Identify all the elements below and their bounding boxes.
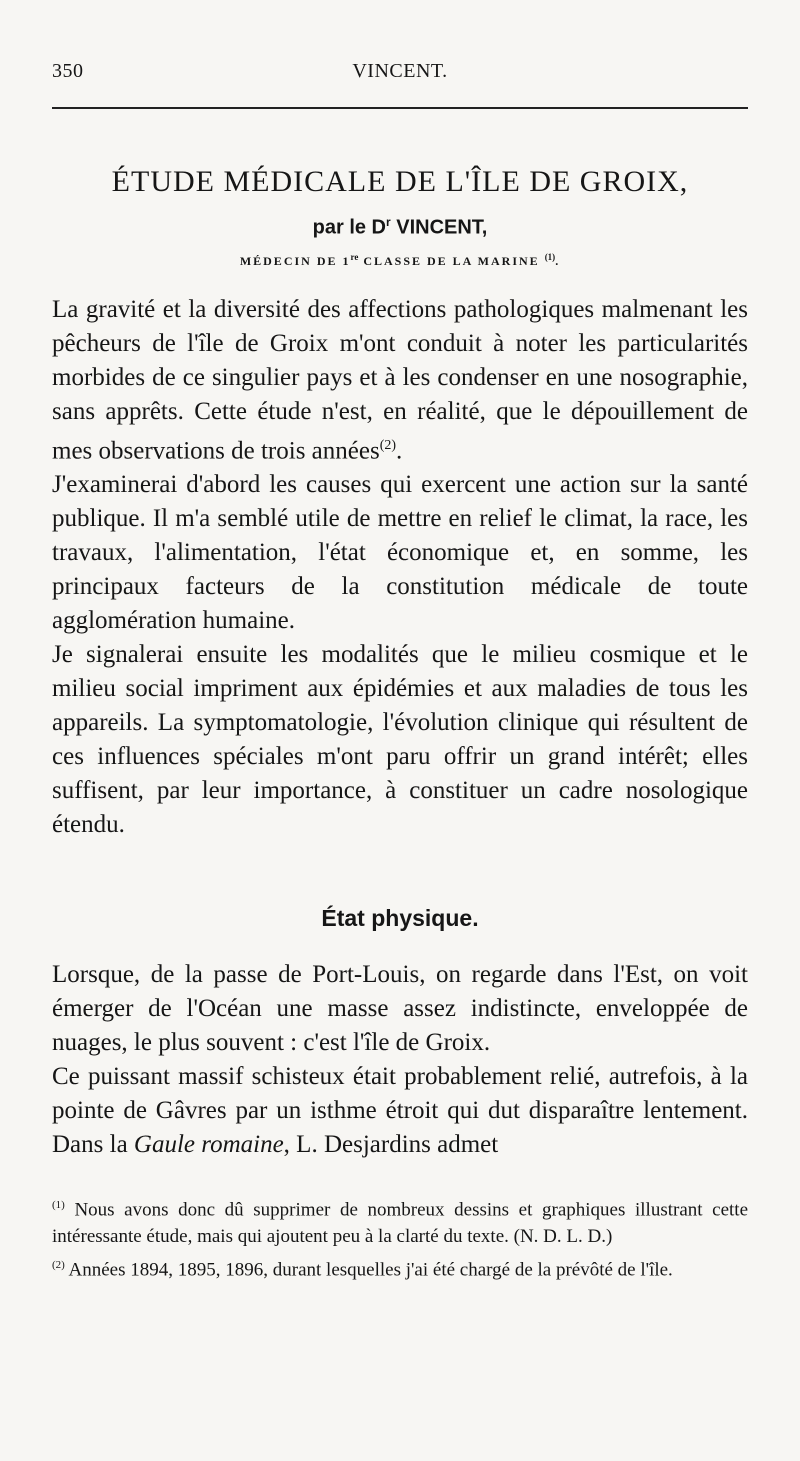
paragraph-1-text: La gravité et la diversité des affections pathologiques malmenant les pêcheurs de l'île de Groix m'ont conduit à noter les particularités morbides de ce singulier pays et à les condenser en une nosographie, sans apprêts. Cette étude n'est, en réalité, que le dépouillement de mes observations de trois années bbox=[52, 296, 748, 465]
running-title: VINCENT. bbox=[352, 60, 448, 82]
footnote-2 bbox=[52, 1252, 748, 1283]
footnote-ref-1: (1) bbox=[544, 252, 556, 262]
footnote-2-mark: (2) bbox=[52, 1259, 65, 1272]
footnote-ref-2: (2) bbox=[379, 438, 397, 453]
section-text bbox=[52, 958, 748, 1162]
section-paragraph-2 bbox=[52, 1060, 748, 1162]
article-title: ÉTUDE MÉDICALE DE L'ÎLE DE GROIX, bbox=[111, 165, 689, 198]
paragraph-3: Je signalerai ensuite les modalités que le milieu cosmique et le milieu social impriment aux épidémies et aux maladies de tous les appareils. La symptomatologie, l'évolution clinique qui résultent de ces influences spéciales m'ont paru offrir un grand intérêt; elles suffisent, par leur importance, à constituer un cadre nosologique étendu. bbox=[52, 641, 748, 839]
paragraph-2: J'examinerai d'abord les causes qui exercent une action sur la santé publique. Il m'a semblé utile de mettre en relief le climat, la race, les travaux, l'alimentation, l'état économique et, en somme, les principaux facteurs de la constitution médicale de toute agglomération humaine. bbox=[52, 471, 748, 635]
byline-prefix: par le D bbox=[312, 216, 386, 239]
book-title: Gaule romaine bbox=[133, 1131, 284, 1158]
page-number: 350 bbox=[52, 60, 84, 82]
footnote-2-text: Années 1894, 1895, 1896, durant lesquelles j'ai été chargé de la prévôté de l'île. bbox=[64, 1259, 673, 1281]
affiliation-sup: re bbox=[350, 252, 359, 262]
section-paragraph-1: Lorsque, de la passe de Port-Louis, on regarde dans l'Est, on voit émerger de l'Océan une masse assez indistincte, enveloppée de nuages, le plus souvent : c'est l'île de Groix. bbox=[52, 961, 748, 1056]
section-heading: État physique. bbox=[321, 905, 479, 931]
footnote-1 bbox=[52, 1192, 748, 1250]
affiliation-post: CLASSE DE LA MARINE bbox=[358, 254, 540, 268]
running-head bbox=[52, 60, 748, 90]
footnotes bbox=[52, 1192, 748, 1286]
affiliation-end: . bbox=[555, 254, 561, 268]
section-paragraph-2-end: , L. Desjardins admet bbox=[283, 1131, 499, 1158]
affiliation-pre: MÉDECIN DE 1 bbox=[239, 254, 351, 268]
author-byline bbox=[40, 215, 760, 240]
footnote-1-text: Nous avons donc dû supprimer de nombreux dessins et graphiques illustrant cette intéressante étude, mais qui ajoutent peu à la clarté du texte. (N. D. L. D.) bbox=[52, 1199, 748, 1248]
paragraph-1-end: . bbox=[396, 437, 403, 465]
header-rule bbox=[52, 107, 748, 109]
byline-sup: r bbox=[386, 215, 391, 229]
section-paragraph-2-start: Ce puissant massif schisteux était probablement relié, autrefois, à la pointe de Gâvres par un isthme étroit qui dut disparaître lentement. Dans la bbox=[52, 1063, 748, 1158]
byline-name: VINCENT, bbox=[390, 216, 488, 239]
intro-text bbox=[52, 293, 748, 842]
author-affiliation bbox=[40, 252, 760, 269]
footnote-1-mark: (1) bbox=[52, 1199, 65, 1211]
paragraph-1 bbox=[52, 293, 748, 468]
